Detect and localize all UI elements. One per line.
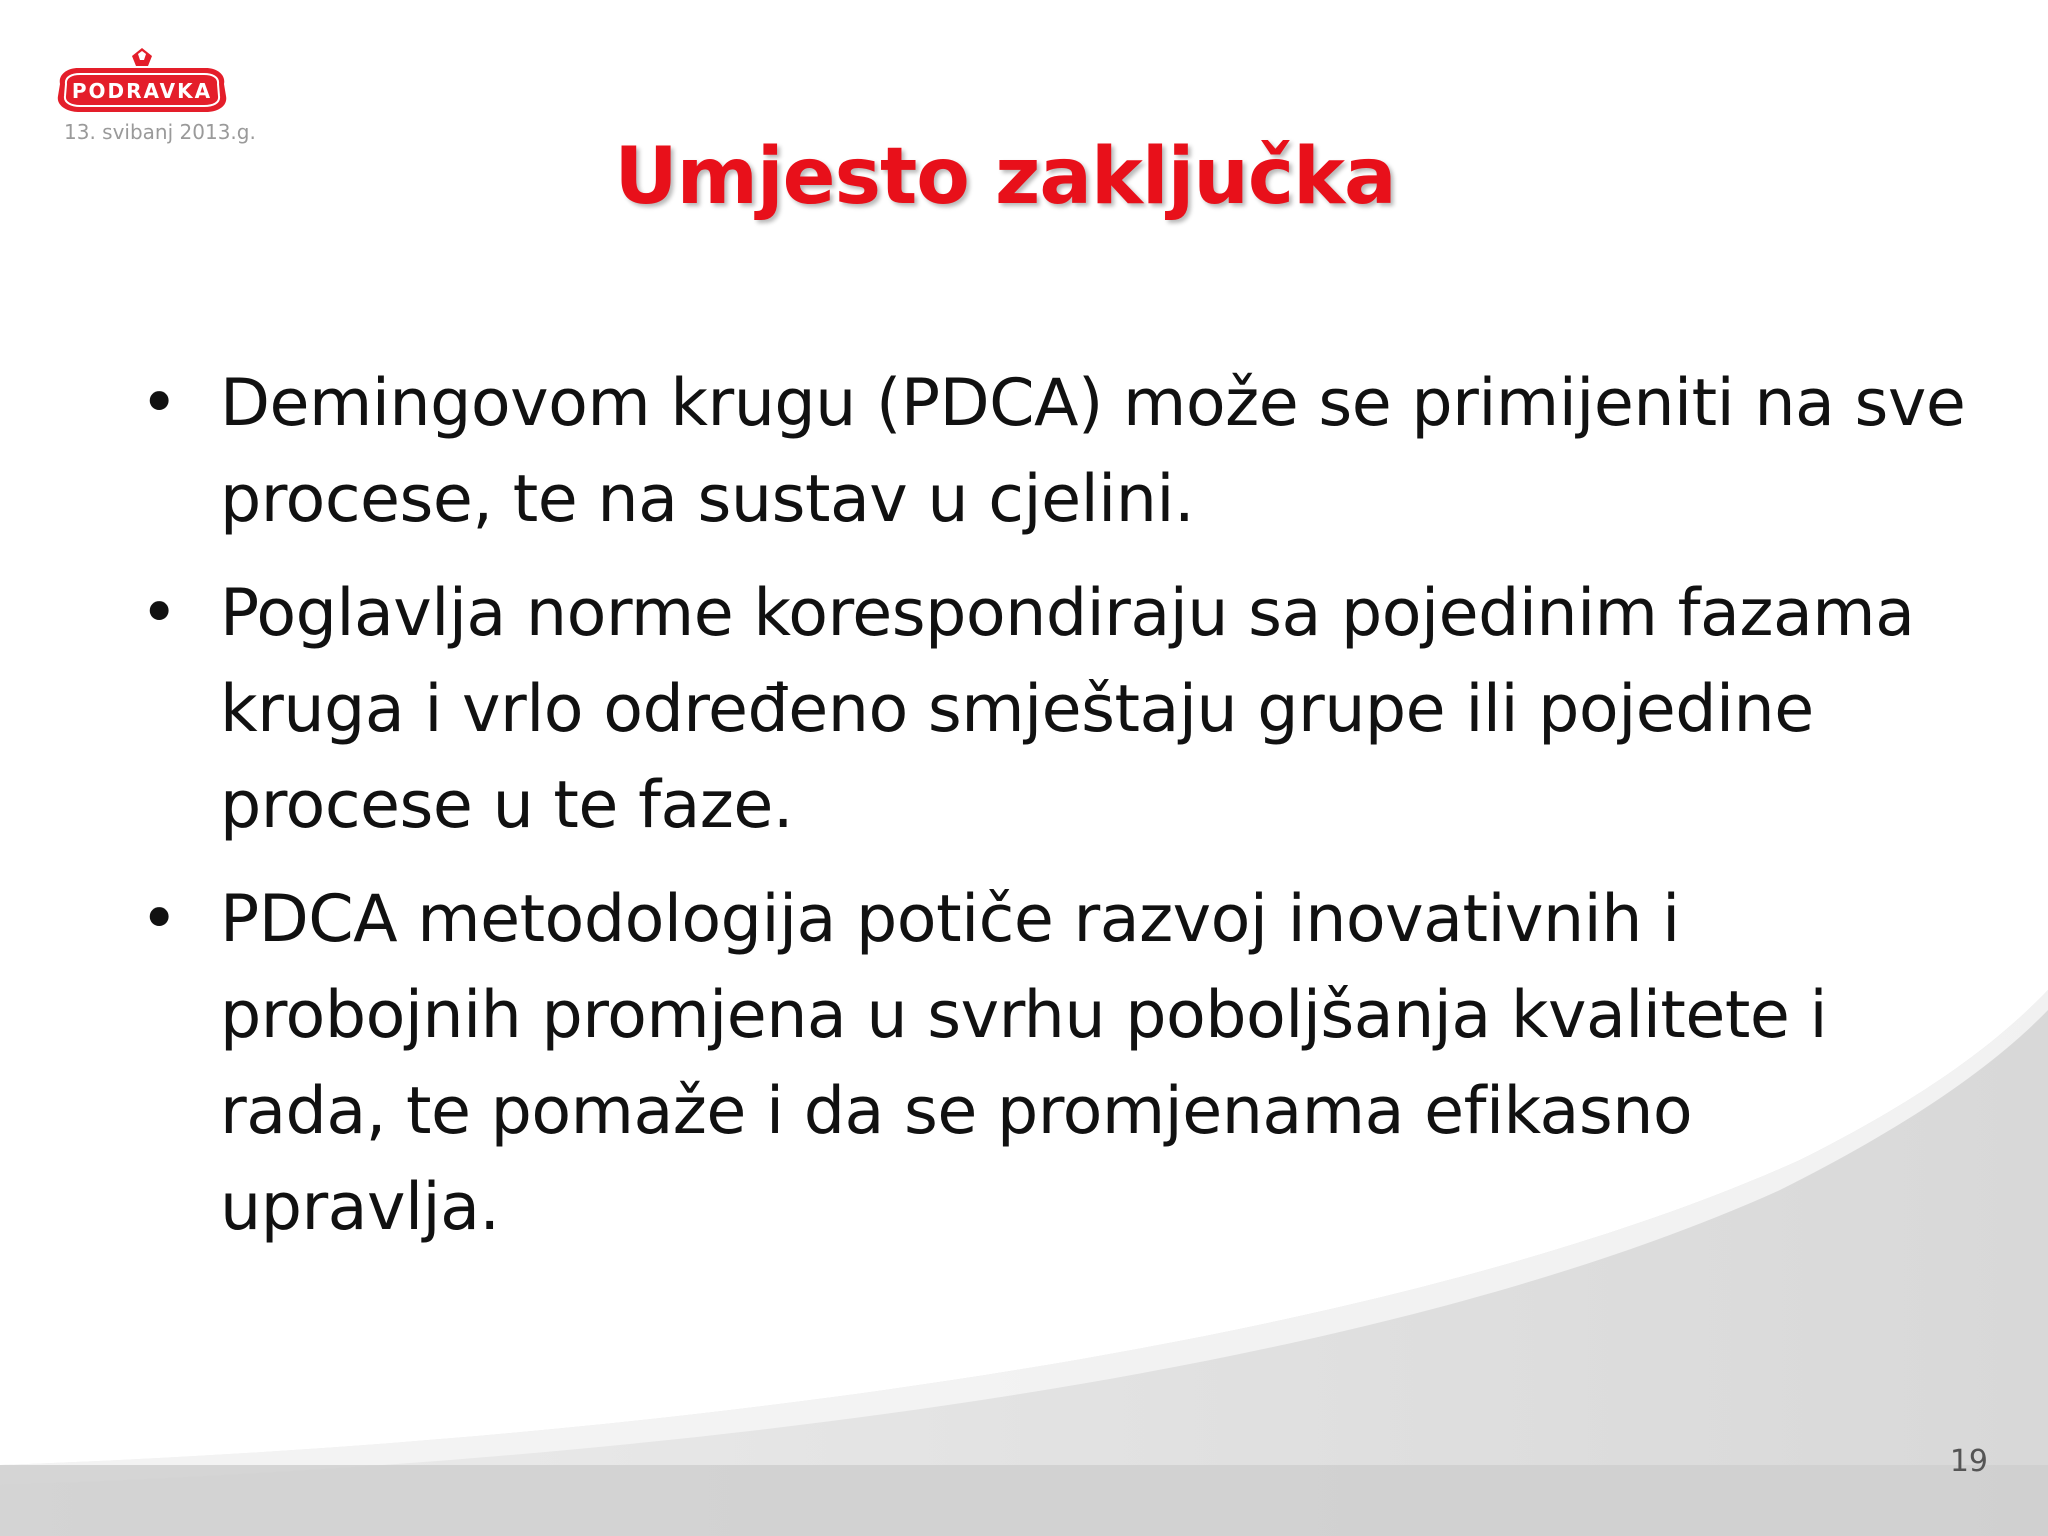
logo-text: PODRAVKA [71,79,213,103]
page-number: 19 [1949,1444,1988,1479]
bullet-item [140,872,1970,1256]
bullet-marker: • [140,366,178,441]
bullet-list [140,356,1970,1274]
bullet-text: Poglavlja norme korespondiraju sa pojedinim fazama kruga i vrlo određeno smještaju grupe ili pojedine procese u te faze. [220,576,1915,843]
bullet-item [140,566,1970,854]
bullet-marker: • [140,882,178,957]
presentation-date: 13. svibanj 2013.g. [64,120,256,144]
slide-title: Umjesto zaključka [614,132,1396,222]
podravka-logo [54,46,230,120]
bullet-text: PDCA metodologija potiče razvoj inovativnih i probojnih promjena u svrhu poboljšanja kvalitete i rada, te pomaže i da se promjenama efikasno upravlja. [220,882,1828,1245]
bullet-text: Demingovom krugu (PDCA) može se primijeniti na sve procese, te na sustav u cjelini. [220,366,1966,537]
bullet-marker: • [140,576,178,651]
bullet-item [140,356,1970,548]
